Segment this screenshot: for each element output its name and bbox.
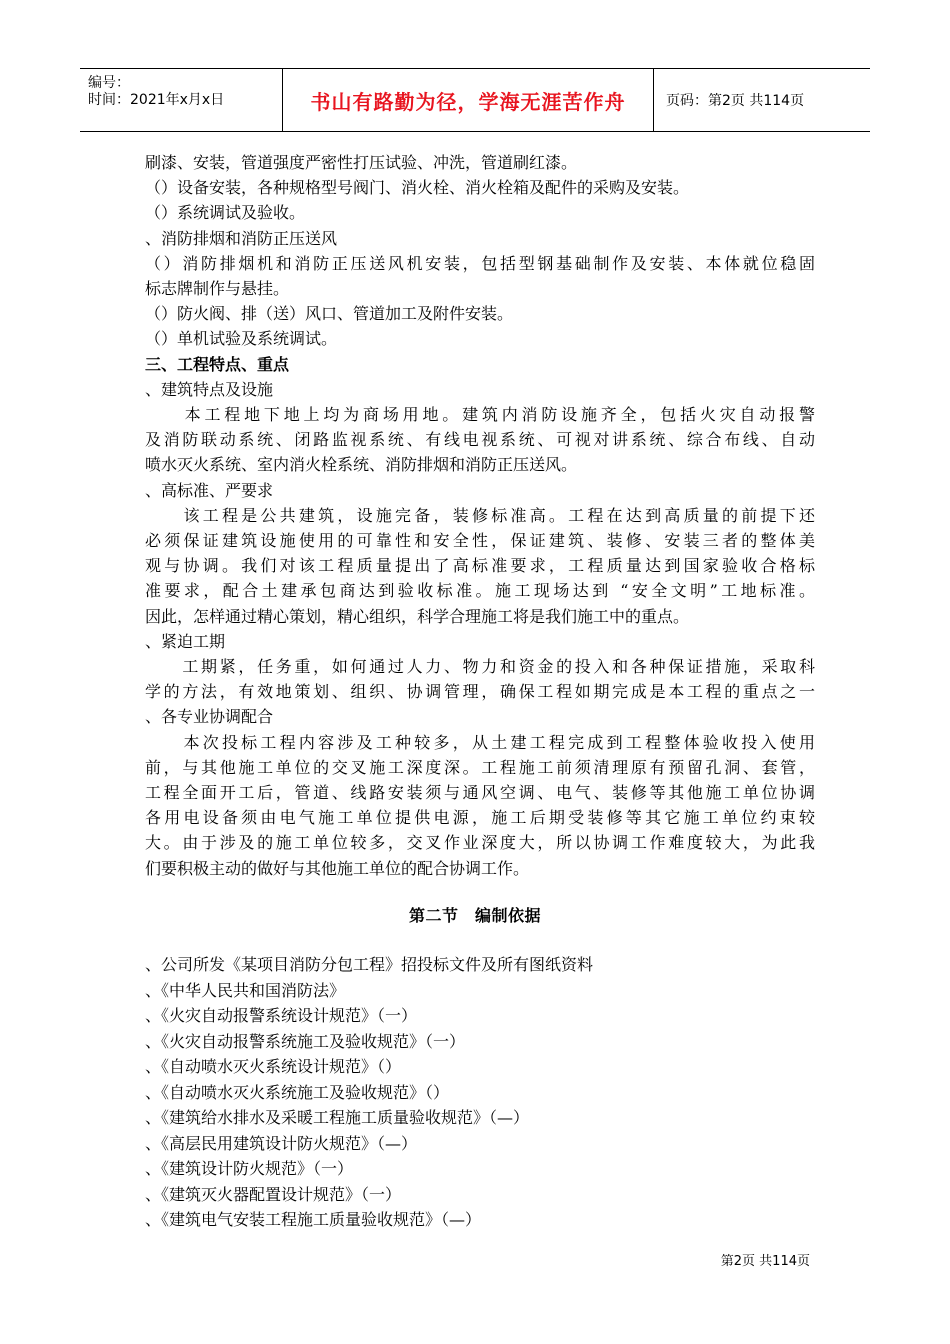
body-line: 前，与其他施工单位的交叉施工深度深。工程施工前须清理原有预留孔洞、套管， — [145, 757, 815, 777]
section-title: 第二节 编制依据 — [408, 906, 541, 925]
body-line: 因此，怎样通过精心策划，精心组织，科学合理施工将是我们施工中的重点。 — [145, 606, 690, 626]
reference-list — [145, 952, 815, 1233]
header-meta — [80, 69, 282, 131]
body-line: 准要求，配合土建承包商达到验收标准。施工现场达到 “安全文明”工地标准。 — [145, 581, 815, 601]
header-page-number: 页码：第2页 共114页 — [666, 93, 805, 109]
subheading: 、高标准、严要求 — [145, 480, 274, 500]
body-line: 工期紧，任务重，如何通过人力、物力和资金的投入和各种保证措施，采取科 — [145, 657, 815, 677]
reference-item: 、《自动喷水灭火系统设计规范》（） — [145, 1057, 402, 1076]
body-line: 本工程地下地上均为商场用地。建筑内消防设施齐全，包括火灾自动报警 — [145, 405, 815, 425]
reference-item: 、《火灾自动报警系统施工及验收规范》（一） — [145, 1031, 466, 1051]
body-line: 大。由于涉及的施工单位较多，交叉作业深度大，所以协调工作难度较大，为此我 — [145, 833, 815, 853]
body-line: 本次投标工程内容涉及工种较多，从土建工程完成到工程整体验收投入使用 — [145, 732, 815, 752]
reference-item: 、《中华人民共和国消防法》 — [145, 980, 346, 1000]
page-header — [80, 68, 870, 132]
body-line: 各用电设备须由电气施工单位提供电源，施工后期受装修等其它施工单位约束较 — [145, 808, 815, 828]
body-line: 观与协调。我们对该工程质量提出了高标准要求，工程质量达到国家验收合格标 — [145, 556, 815, 576]
subheading: 、各专业协调配合 — [145, 707, 274, 727]
body-line: 必须保证建筑设施使用的可靠性和安全性，保证建筑、装修、安装三者的整体美 — [145, 531, 815, 551]
body-line: 们要积极主动的做好与其他施工单位的配合协调工作。 — [145, 858, 530, 878]
body-line: 刷漆、安装，管道强度严密性打压试验、冲洗，管道刷红漆。 — [145, 153, 578, 172]
reference-item: 、《建筑给水排水及采暖工程施工质量验收规范》（—） — [145, 1108, 530, 1127]
reference-item: 、《火灾自动报警系统设计规范》（一） — [145, 1006, 418, 1025]
body-line: 该工程是公共建筑，设施完备，装修标准高。工程在达到高质量的前提下还 — [145, 505, 815, 525]
body-line: 及消防联动系统、闭路监视系统、有线电视系统、可视对讲系统、综合布线、自动 — [145, 430, 815, 450]
reference-item: 、公司所发《某项目消防分包工程》招投标文件及所有图纸资料 — [145, 955, 594, 974]
reference-item: 、《建筑电气安装工程施工质量验收规范》（—） — [145, 1210, 482, 1229]
body-line: 标志牌制作与悬挂。 — [145, 279, 290, 299]
section-heading: 三、工程特点、重点 — [145, 354, 290, 374]
document-date-label: 时间：2021年x月x日 — [88, 92, 225, 108]
subheading: 、紧迫工期 — [145, 631, 226, 651]
reference-item: 、《高层民用建筑设计防火规范》（—） — [145, 1133, 418, 1153]
document-number-label: 编号： — [88, 75, 130, 91]
body-text — [145, 150, 815, 881]
reference-item: 、《建筑灭火器配置设计规范》（一） — [145, 1184, 402, 1204]
subheading: 、建筑特点及设施 — [145, 379, 274, 399]
subheading: 、消防排烟和消防正压送风 — [145, 228, 338, 248]
body-line: （）防火阀、排（送）风口、管道加工及附件安装。 — [145, 304, 514, 324]
body-line: 工程全面开工后，管道、线路安装须与通风空调、电气、装修等其他施工单位协调 — [145, 783, 815, 803]
body-line: 学的方法，有效地策划、组织、协调管理，确保工程如期完成是本工程的重点之一 — [145, 682, 815, 702]
body-line: 喷水灭火系统、室内消火栓系统、消防排烟和消防正压送风。 — [145, 455, 578, 475]
body-line: （）系统调试及验收。 — [145, 203, 306, 223]
page-footer: 第2页 共114页 — [720, 1254, 810, 1269]
body-line: （）设备安装，各种规格型号阀门、消火栓、消火栓箱及配件的采购及安装。 — [145, 178, 690, 198]
header-motto: 书山有路勤为径，学海无涯苦作舟 — [282, 69, 654, 131]
body-line: （）单机试验及系统调试。 — [145, 329, 338, 349]
body-line: （）消防排烟机和消防正压送风机安装，包括型钢基础制作及安装、本体就位稳固 — [145, 253, 815, 273]
reference-item: 、《自动喷水灭火系统施工及验收规范》（） — [145, 1082, 450, 1102]
reference-item: 、《建筑设计防火规范》（一） — [145, 1159, 354, 1178]
